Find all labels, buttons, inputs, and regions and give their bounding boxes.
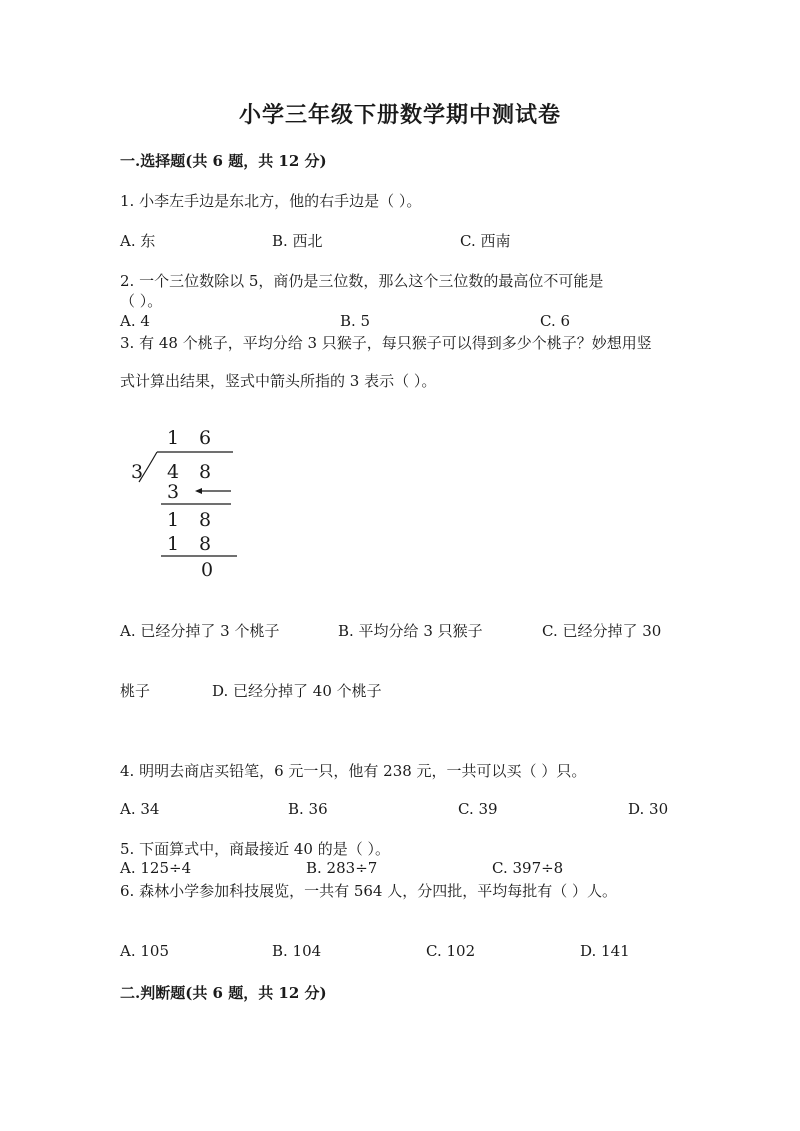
question-1-option-b[interactable]: B. 西北 bbox=[272, 232, 323, 250]
question-6-text: 6. 森林小学参加科技展览，一共有 564 人，分四批，平均每批有（ ）人。 bbox=[120, 882, 618, 900]
question-1-option-c[interactable]: C. 西南 bbox=[460, 232, 511, 250]
question-3-text-cont: 式计算出结果，竖式中箭头所指的 3 表示（ ）。 bbox=[120, 372, 437, 390]
question-3-option-a[interactable]: A. 已经分掉了 3 个桃子 bbox=[120, 622, 280, 640]
question-1-option-a[interactable]: A. 东 bbox=[120, 232, 156, 250]
page-title: 小学三年级下册数学期中测试卷 bbox=[238, 102, 561, 128]
step-3-digit-1: 1 bbox=[167, 533, 180, 555]
question-4-option-b[interactable]: B. 36 bbox=[288, 800, 328, 818]
question-2-option-b[interactable]: B. 5 bbox=[340, 312, 371, 330]
question-5-text: 5. 下面算式中，商最接近 40 的是（ ）。 bbox=[120, 840, 390, 858]
question-4-text: 4. 明明去商店买铅笔，6 元一只，他有 238 元，一共可以买（ ）只。 bbox=[120, 762, 587, 780]
long-division-figure bbox=[125, 420, 245, 580]
question-3-option-d[interactable]: D. 已经分掉了 40 个桃子 bbox=[212, 682, 382, 700]
question-5-option-a[interactable]: A. 125÷4 bbox=[120, 859, 192, 877]
question-6-option-a[interactable]: A. 105 bbox=[120, 942, 169, 960]
dividend-digit-1: 4 bbox=[167, 461, 180, 483]
step-3-digit-2: 8 bbox=[199, 533, 212, 555]
question-2-option-c[interactable]: C. 6 bbox=[540, 312, 571, 330]
quotient-digit-2: 6 bbox=[199, 427, 212, 449]
question-4-option-a[interactable]: A. 34 bbox=[120, 800, 160, 818]
quotient-digit-1: 1 bbox=[167, 427, 180, 449]
question-5-option-c[interactable]: C. 397÷8 bbox=[492, 859, 564, 877]
question-3-text: 3. 有 48 个桃子，平均分给 3 只猴子，每只猴子可以得到多少个桃子？妙想用竖 bbox=[120, 334, 652, 352]
question-5-option-b[interactable]: B. 283÷7 bbox=[306, 859, 378, 877]
question-3-option-b[interactable]: B. 平均分给 3 只猴子 bbox=[338, 622, 483, 640]
question-3-option-c-cont: 桃子 bbox=[120, 682, 151, 700]
subtraction-step-1: 3 bbox=[167, 481, 180, 503]
question-2-text: 2. 一个三位数除以 5，商仍是三位数，那么这个三位数的最高位不可能是 bbox=[120, 272, 604, 290]
arrow-head-icon bbox=[195, 488, 202, 494]
section-heading-judgment: 二.判断题(共 6 题，共 12 分) bbox=[120, 984, 327, 1002]
step-2-digit-1: 1 bbox=[167, 509, 180, 531]
section-heading-choice: 一.选择题(共 6 题，共 12 分) bbox=[120, 152, 327, 170]
question-2-text-cont: （ ）。 bbox=[120, 292, 163, 310]
question-4-option-d[interactable]: D. 30 bbox=[628, 800, 669, 818]
step-2-digit-2: 8 bbox=[199, 509, 212, 531]
dividend-digit-2: 8 bbox=[199, 461, 212, 483]
divisor: 3 bbox=[131, 461, 144, 483]
question-6-option-b[interactable]: B. 104 bbox=[272, 942, 322, 960]
question-6-option-c[interactable]: C. 102 bbox=[426, 942, 476, 960]
remainder: 0 bbox=[201, 559, 214, 580]
question-2-option-a[interactable]: A. 4 bbox=[120, 312, 150, 330]
question-6-option-d[interactable]: D. 141 bbox=[580, 942, 630, 960]
question-4-option-c[interactable]: C. 39 bbox=[458, 800, 498, 818]
question-3-option-c[interactable]: C. 已经分掉了 30 bbox=[542, 622, 662, 640]
question-1-text: 1. 小李左手边是东北方，他的右手边是（ ）。 bbox=[120, 192, 422, 210]
